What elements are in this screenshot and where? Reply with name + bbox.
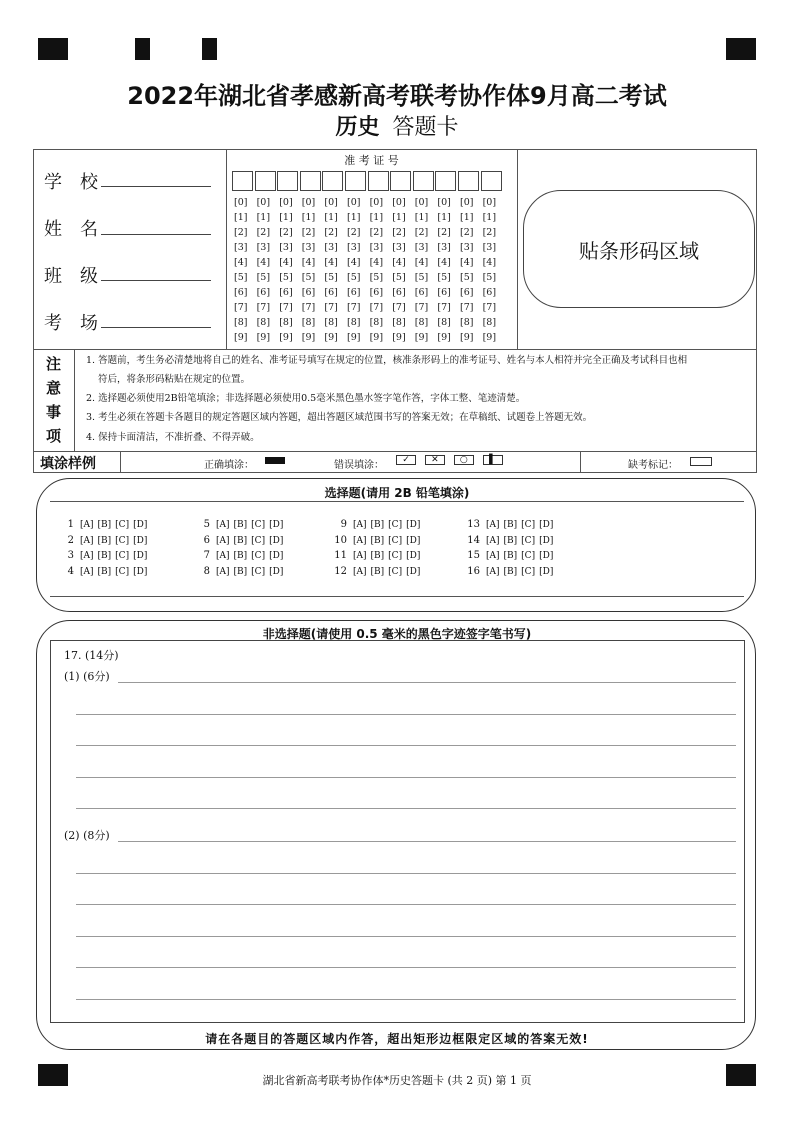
- answer-line[interactable]: [76, 999, 736, 1000]
- mc-option-bubble[interactable]: [A]: [486, 566, 500, 577]
- mc-question-number: 9: [340, 519, 347, 530]
- position-mark: [726, 38, 756, 60]
- digit-bubble[interactable]: [4]: [347, 257, 361, 268]
- admission-number-box[interactable]: [255, 171, 276, 191]
- digit-bubble[interactable]: [1]: [256, 212, 271, 223]
- correct-fill-label: 正确填涂：: [204, 460, 254, 471]
- digit-bubble[interactable]: [1]: [301, 212, 316, 223]
- mc-option-bubble[interactable]: [B]: [233, 520, 248, 530]
- mc-option-bubble[interactable]: [B]: [97, 551, 112, 561]
- answer-line[interactable]: [76, 714, 736, 715]
- mc-question-number: 6: [203, 534, 210, 546]
- mc-question-number: 13: [467, 519, 480, 530]
- digit-bubble[interactable]: [0]: [347, 197, 361, 208]
- answer-line[interactable]: [118, 841, 736, 842]
- mc-question-number: 7: [203, 550, 210, 561]
- mc-option-bubble[interactable]: [A]: [216, 520, 230, 530]
- mc-option-bubble[interactable]: [D]: [406, 535, 421, 546]
- mc-question-row: [60, 566, 151, 577]
- digit-bubble[interactable]: [6]: [347, 287, 361, 298]
- mc-question-number: 3: [67, 550, 74, 561]
- mc-question-row: [333, 535, 424, 546]
- mc-question-number: 11: [334, 550, 347, 561]
- digit-bubble[interactable]: [2]: [234, 227, 248, 238]
- mc-option-bubble[interactable]: [D]: [406, 551, 421, 561]
- exam-room-label: 考场: [44, 313, 116, 334]
- mc-question-row: [196, 535, 287, 546]
- bar-mark-icon: ▌: [483, 455, 503, 465]
- digit-bubble[interactable]: [6]: [301, 287, 316, 298]
- mc-option-bubble[interactable]: [A]: [486, 551, 500, 561]
- digit-bubble[interactable]: [7]: [347, 302, 361, 313]
- digit-bubble[interactable]: [0]: [301, 197, 316, 208]
- digit-bubble[interactable]: [0]: [234, 197, 248, 208]
- digit-bubble[interactable]: [6]: [256, 287, 271, 298]
- digit-bubble[interactable]: [4]: [256, 257, 271, 268]
- digit-bubble[interactable]: [6]: [279, 287, 293, 298]
- mc-question-row: [60, 550, 151, 561]
- mc-option-bubble[interactable]: [A]: [353, 566, 367, 577]
- cross-mark-icon: ✕: [425, 455, 445, 465]
- mc-question-row: [466, 566, 557, 577]
- digit-bubble[interactable]: [7]: [234, 302, 248, 313]
- school-field[interactable]: [101, 186, 211, 187]
- mc-option-bubble[interactable]: [C]: [388, 535, 403, 546]
- digit-bubble[interactable]: [6]: [482, 287, 497, 298]
- mc-option-bubble[interactable]: [B]: [370, 551, 385, 561]
- digit-bubble[interactable]: [1]: [347, 212, 361, 223]
- mc-option-bubble[interactable]: [B]: [370, 520, 385, 530]
- digit-bubble[interactable]: [9]: [324, 332, 338, 343]
- mc-option-bubble[interactable]: [C]: [115, 535, 130, 546]
- digit-bubble[interactable]: [7]: [301, 302, 316, 313]
- mc-option-bubble[interactable]: [D]: [133, 551, 148, 561]
- digit-bubble[interactable]: [8]: [234, 317, 248, 328]
- digit-bubble[interactable]: [4]: [369, 257, 384, 268]
- digit-bubble[interactable]: [1]: [392, 212, 406, 223]
- digit-bubble[interactable]: [7]: [279, 302, 293, 313]
- digit-bubble[interactable]: [0]: [369, 197, 384, 208]
- digit-bubble[interactable]: [2]: [414, 227, 429, 238]
- digit-bubble[interactable]: [7]: [256, 302, 271, 313]
- admission-number-box[interactable]: [368, 171, 389, 191]
- mc-option-bubble[interactable]: [D]: [133, 535, 148, 546]
- question-17-part-2-label: (2) (8分): [64, 829, 110, 842]
- digit-bubble[interactable]: [8]: [301, 317, 316, 328]
- digit-bubble[interactable]: [8]: [482, 317, 497, 328]
- digit-bubble[interactable]: [2]: [437, 227, 451, 238]
- mc-question-number: 1: [67, 519, 74, 530]
- digit-bubble[interactable]: [1]: [460, 212, 474, 223]
- mc-option-bubble[interactable]: [A]: [486, 535, 500, 546]
- mc-question-row: [196, 550, 287, 561]
- digit-bubble[interactable]: [0]: [460, 197, 474, 208]
- mc-option-bubble[interactable]: [D]: [269, 566, 284, 577]
- wrong-fill-samples: [396, 455, 503, 465]
- digit-bubble[interactable]: [9]: [482, 332, 497, 343]
- digit-bubble[interactable]: [7]: [392, 302, 406, 313]
- digit-bubble[interactable]: [5]: [324, 272, 338, 283]
- digit-bubble[interactable]: [6]: [392, 287, 406, 298]
- digit-bubble[interactable]: [5]: [256, 272, 271, 283]
- digit-bubble[interactable]: [9]: [347, 332, 361, 343]
- digit-bubble[interactable]: [6]: [414, 287, 429, 298]
- notice-item: 4. 保持卡面清洁，不准折叠、不得弄破。: [86, 432, 260, 443]
- digit-bubble[interactable]: [5]: [347, 272, 361, 283]
- digit-bubble[interactable]: [8]: [392, 317, 406, 328]
- admission-number-box[interactable]: [322, 171, 343, 191]
- digit-bubble[interactable]: [4]: [437, 257, 451, 268]
- mc-option-bubble[interactable]: [A]: [353, 535, 367, 546]
- position-mark: [135, 38, 150, 60]
- digit-bubble[interactable]: [4]: [460, 257, 474, 268]
- digit-bubble[interactable]: [8]: [369, 317, 384, 328]
- mc-option-bubble[interactable]: [B]: [370, 535, 385, 546]
- exam-room-field[interactable]: [101, 327, 211, 328]
- answer-line[interactable]: [76, 936, 736, 937]
- answer-area-warning: 请在各题目的答题区域内作答，超出矩形边框限定区域的答案无效!: [205, 1032, 589, 1046]
- mc-question-row: [333, 550, 424, 561]
- mc-question-number: 5: [203, 519, 210, 530]
- mc-question-number: 10: [334, 534, 347, 546]
- answer-line[interactable]: [76, 967, 736, 968]
- correct-fill-sample: [265, 457, 285, 464]
- digit-bubble[interactable]: [9]: [369, 332, 384, 343]
- admission-number-box[interactable]: [435, 171, 456, 191]
- mc-option-bubble[interactable]: [C]: [251, 535, 266, 546]
- mc-option-bubble[interactable]: [A]: [80, 566, 94, 577]
- mc-option-bubble[interactable]: [D]: [269, 520, 284, 530]
- digit-bubble[interactable]: [6]: [460, 287, 474, 298]
- digit-bubble[interactable]: [9]: [437, 332, 451, 343]
- mc-option-bubble[interactable]: [C]: [388, 520, 403, 530]
- digit-bubble[interactable]: [1]: [437, 212, 451, 223]
- multiple-choice-title: 选择题(请用 2B 铅笔填涂): [324, 486, 470, 500]
- digit-bubble[interactable]: [8]: [256, 317, 271, 328]
- digit-bubble[interactable]: [7]: [460, 302, 474, 313]
- class-label: 班级: [44, 266, 116, 287]
- circle-mark-icon: ○: [454, 455, 474, 465]
- digit-bubble[interactable]: [8]: [460, 317, 474, 328]
- admission-number-box[interactable]: [277, 171, 298, 191]
- mc-option-bubble[interactable]: [C]: [251, 551, 266, 561]
- digit-bubble[interactable]: [7]: [369, 302, 384, 313]
- question-17-part-1-label: (1) (6分): [64, 670, 110, 683]
- mc-option-bubble[interactable]: [B]: [370, 566, 385, 577]
- answer-line[interactable]: [76, 745, 736, 746]
- mc-question-number: 15: [467, 550, 480, 561]
- mc-option-bubble[interactable]: [C]: [388, 566, 403, 577]
- digit-bubble[interactable]: [6]: [437, 287, 451, 298]
- digit-bubble[interactable]: [6]: [369, 287, 384, 298]
- admission-number-box[interactable]: [481, 171, 502, 191]
- digit-bubble[interactable]: [3]: [324, 242, 338, 253]
- notice-item: 符后，将条形码粘贴在规定的位置。: [98, 374, 251, 385]
- barcode-area: [523, 190, 755, 308]
- digit-bubble[interactable]: [2]: [369, 227, 384, 238]
- digit-bubble[interactable]: [7]: [324, 302, 338, 313]
- mc-question-row: [466, 519, 557, 530]
- digit-bubble[interactable]: [4]: [234, 257, 248, 268]
- digit-bubble[interactable]: [3]: [279, 242, 293, 253]
- mc-question-row: [60, 535, 151, 546]
- mc-option-bubble[interactable]: [C]: [115, 566, 130, 577]
- subject-label: 历史: [335, 115, 380, 140]
- digit-bubble[interactable]: [4]: [301, 257, 316, 268]
- mc-option-bubble[interactable]: [D]: [133, 520, 148, 530]
- mc-option-bubble[interactable]: [B]: [233, 566, 248, 577]
- absent-mark-label: 缺考标记：: [628, 460, 678, 471]
- digit-bubble[interactable]: [2]: [256, 227, 271, 238]
- digit-bubble[interactable]: [7]: [437, 302, 451, 313]
- mc-option-bubble[interactable]: [A]: [80, 551, 94, 561]
- name-field[interactable]: [101, 234, 211, 235]
- digit-bubble[interactable]: [7]: [482, 302, 497, 313]
- mc-option-bubble[interactable]: [D]: [133, 566, 148, 577]
- digit-bubble[interactable]: [3]: [482, 242, 497, 253]
- check-mark-icon: ✓: [396, 455, 416, 465]
- mc-option-bubble[interactable]: [A]: [80, 520, 94, 530]
- digit-bubble[interactable]: [5]: [482, 272, 497, 283]
- digit-bubble[interactable]: [2]: [392, 227, 406, 238]
- digit-bubble[interactable]: [0]: [482, 197, 497, 208]
- answer-line[interactable]: [118, 682, 736, 683]
- digit-bubble[interactable]: [9]: [301, 332, 316, 343]
- digit-bubble[interactable]: [3]: [369, 242, 384, 253]
- digit-bubble[interactable]: [3]: [234, 242, 248, 253]
- card-title: [0, 110, 794, 141]
- digit-bubble[interactable]: [2]: [324, 227, 338, 238]
- exam-title: 2022年湖北省孝感新高考联考协作体9月高二考试: [127, 82, 667, 110]
- mc-question-row: [60, 519, 151, 530]
- mc-option-bubble[interactable]: [B]: [503, 535, 518, 546]
- digit-bubble[interactable]: [0]: [324, 197, 338, 208]
- digit-bubble[interactable]: [4]: [324, 257, 338, 268]
- mc-question-row: [333, 566, 424, 577]
- digit-bubble[interactable]: [5]: [460, 272, 474, 283]
- mc-option-bubble[interactable]: [D]: [269, 535, 284, 546]
- answer-line[interactable]: [76, 808, 736, 809]
- digit-bubble[interactable]: [9]: [392, 332, 406, 343]
- digit-bubble[interactable]: [2]: [279, 227, 293, 238]
- answer-line[interactable]: [76, 777, 736, 778]
- question-17-label: 17. (14分): [64, 649, 119, 662]
- digit-bubble[interactable]: [1]: [234, 212, 248, 223]
- notice-label: 注 意 事 项: [45, 355, 61, 445]
- digit-bubble[interactable]: [0]: [392, 197, 406, 208]
- mc-option-bubble[interactable]: [D]: [406, 566, 421, 577]
- digit-bubble[interactable]: [5]: [301, 272, 316, 283]
- digit-bubble[interactable]: [8]: [414, 317, 429, 328]
- mc-option-bubble[interactable]: [B]: [503, 551, 518, 561]
- barcode-label: 贴条形码区域: [579, 238, 699, 263]
- digit-bubble[interactable]: [6]: [324, 287, 338, 298]
- mc-option-bubble[interactable]: [D]: [406, 520, 421, 530]
- mc-option-bubble[interactable]: [C]: [388, 551, 403, 561]
- mc-option-bubble[interactable]: [C]: [115, 520, 130, 530]
- mc-option-bubble[interactable]: [A]: [216, 566, 230, 577]
- mc-option-bubble[interactable]: [C]: [521, 520, 536, 530]
- mc-question-number: 8: [203, 565, 210, 577]
- digit-bubble[interactable]: [5]: [437, 272, 451, 283]
- digit-bubble[interactable]: [4]: [482, 257, 497, 268]
- notice-item: 1. 答题前，考生务必清楚地将自己的姓名、准考证号填写在规定的位置，核准条形码上的准考证号、姓名与本人相符并完全正确及考试科目也相: [86, 355, 688, 366]
- digit-bubble[interactable]: [5]: [369, 272, 384, 283]
- essay-answer-box: [50, 640, 745, 1023]
- mc-option-bubble[interactable]: [B]: [503, 566, 518, 577]
- digit-bubble[interactable]: [7]: [414, 302, 429, 313]
- digit-bubble[interactable]: [9]: [234, 332, 248, 343]
- mc-option-bubble[interactable]: [B]: [503, 520, 518, 530]
- mc-question-number: 16: [467, 565, 480, 577]
- admission-number-box[interactable]: [345, 171, 366, 191]
- mc-option-bubble[interactable]: [B]: [233, 535, 248, 546]
- digit-bubble[interactable]: [5]: [234, 272, 248, 283]
- digit-bubble[interactable]: [3]: [256, 242, 271, 253]
- admission-number-box[interactable]: [300, 171, 321, 191]
- mc-option-bubble[interactable]: [B]: [233, 551, 248, 561]
- mc-option-bubble[interactable]: [A]: [216, 551, 230, 561]
- answer-card-label: 答题卡: [392, 115, 459, 140]
- admission-number-box[interactable]: [232, 171, 253, 191]
- digit-bubble[interactable]: [0]: [279, 197, 293, 208]
- digit-bubble[interactable]: [2]: [347, 227, 361, 238]
- digit-bubble[interactable]: [1]: [414, 212, 429, 223]
- mc-option-bubble[interactable]: [C]: [251, 520, 266, 530]
- digit-bubble[interactable]: [6]: [234, 287, 248, 298]
- mc-option-bubble[interactable]: [B]: [97, 520, 112, 530]
- admission-number-box[interactable]: [413, 171, 434, 191]
- digit-bubble[interactable]: [3]: [301, 242, 316, 253]
- mc-option-bubble[interactable]: [A]: [216, 535, 230, 546]
- mc-option-bubble[interactable]: [C]: [251, 566, 266, 577]
- mc-question-row: [466, 535, 557, 546]
- mc-question-number: 14: [467, 534, 480, 546]
- digit-bubble[interactable]: [0]: [256, 197, 271, 208]
- mc-question-row: [196, 519, 287, 530]
- digit-bubble[interactable]: [5]: [414, 272, 429, 283]
- mc-option-bubble[interactable]: [D]: [539, 520, 554, 530]
- notice-item: 3. 考生必须在答题卡各题目的规定答题区域内答题，超出答题区域范围书写的答案无效；在草稿纸、试题卷上答题无效。: [86, 412, 593, 423]
- position-mark: [202, 38, 217, 60]
- digit-bubble[interactable]: [9]: [414, 332, 429, 343]
- digit-bubble[interactable]: [8]: [347, 317, 361, 328]
- class-field[interactable]: [101, 280, 211, 281]
- digit-bubble[interactable]: [3]: [392, 242, 406, 253]
- essay-title: 非选择题(请使用 0.5 毫米的黑色字迹签字笔书写): [262, 627, 532, 641]
- digit-bubble[interactable]: [0]: [437, 197, 451, 208]
- school-label: 学校: [44, 172, 116, 193]
- absent-mark-box[interactable]: [690, 457, 712, 466]
- digit-bubble[interactable]: [3]: [414, 242, 429, 253]
- mc-question-row: [333, 519, 424, 530]
- digit-bubble[interactable]: [2]: [482, 227, 497, 238]
- mc-option-bubble[interactable]: [D]: [539, 551, 554, 561]
- digit-bubble[interactable]: [1]: [324, 212, 338, 223]
- answer-line[interactable]: [76, 904, 736, 905]
- mc-question-row: [196, 566, 287, 577]
- digit-bubble[interactable]: [8]: [324, 317, 338, 328]
- digit-bubble[interactable]: [3]: [460, 242, 474, 253]
- mc-question-number: 2: [67, 534, 74, 546]
- digit-bubble[interactable]: [1]: [369, 212, 384, 223]
- digit-bubble[interactable]: [2]: [460, 227, 474, 238]
- digit-bubble[interactable]: [1]: [482, 212, 497, 223]
- mc-question-number: 4: [67, 565, 74, 577]
- mc-option-bubble[interactable]: [A]: [80, 535, 94, 546]
- mc-option-bubble[interactable]: [C]: [521, 566, 536, 577]
- mc-option-bubble[interactable]: [D]: [539, 566, 554, 577]
- admission-number-box[interactable]: [458, 171, 479, 191]
- fill-example-label: 填涂样例: [40, 456, 96, 472]
- mc-option-bubble[interactable]: [D]: [269, 551, 284, 561]
- digit-bubble[interactable]: [8]: [437, 317, 451, 328]
- mc-option-bubble[interactable]: [B]: [97, 535, 112, 546]
- digit-bubble[interactable]: [4]: [279, 257, 293, 268]
- digit-bubble[interactable]: [1]: [279, 212, 293, 223]
- name-label: 姓名: [44, 219, 116, 240]
- mc-option-bubble[interactable]: [A]: [353, 551, 367, 561]
- mc-question-row: [466, 550, 557, 561]
- answer-line[interactable]: [76, 873, 736, 874]
- mc-option-bubble[interactable]: [D]: [539, 535, 554, 546]
- position-mark: [38, 38, 68, 60]
- admission-number-box[interactable]: [390, 171, 411, 191]
- digit-bubble[interactable]: [5]: [279, 272, 293, 283]
- digit-bubble[interactable]: [9]: [460, 332, 474, 343]
- wrong-fill-label: 错误填涂：: [334, 460, 384, 471]
- digit-bubble[interactable]: [2]: [301, 227, 316, 238]
- digit-bubble[interactable]: [9]: [256, 332, 271, 343]
- mc-option-bubble[interactable]: [A]: [486, 520, 500, 530]
- mc-option-bubble[interactable]: [B]: [97, 566, 112, 577]
- mc-option-bubble[interactable]: [C]: [521, 551, 536, 561]
- mc-question-number: 12: [334, 565, 347, 577]
- mc-option-bubble[interactable]: [C]: [115, 551, 130, 561]
- digit-bubble[interactable]: [9]: [279, 332, 293, 343]
- digit-bubble[interactable]: [4]: [392, 257, 406, 268]
- mc-option-bubble[interactable]: [C]: [521, 535, 536, 546]
- page-footer: 湖北省新高考联考协作体*历史答题卡 (共 2 页) 第 1 页: [262, 1074, 532, 1087]
- digit-bubble[interactable]: [3]: [437, 242, 451, 253]
- mc-option-bubble[interactable]: [A]: [353, 520, 367, 530]
- digit-bubble[interactable]: [5]: [392, 272, 406, 283]
- digit-bubble[interactable]: [0]: [414, 197, 429, 208]
- notice-item: 2. 选择题必须使用2B铅笔填涂；非选择题必须使用0.5毫米黑色墨水签字笔作答，字体工整、笔迹清楚。: [86, 393, 526, 404]
- digit-bubble[interactable]: [4]: [414, 257, 429, 268]
- admission-number-label: 准 考 证 号: [344, 154, 399, 167]
- digit-bubble[interactable]: [3]: [347, 242, 361, 253]
- digit-bubble[interactable]: [8]: [279, 317, 293, 328]
